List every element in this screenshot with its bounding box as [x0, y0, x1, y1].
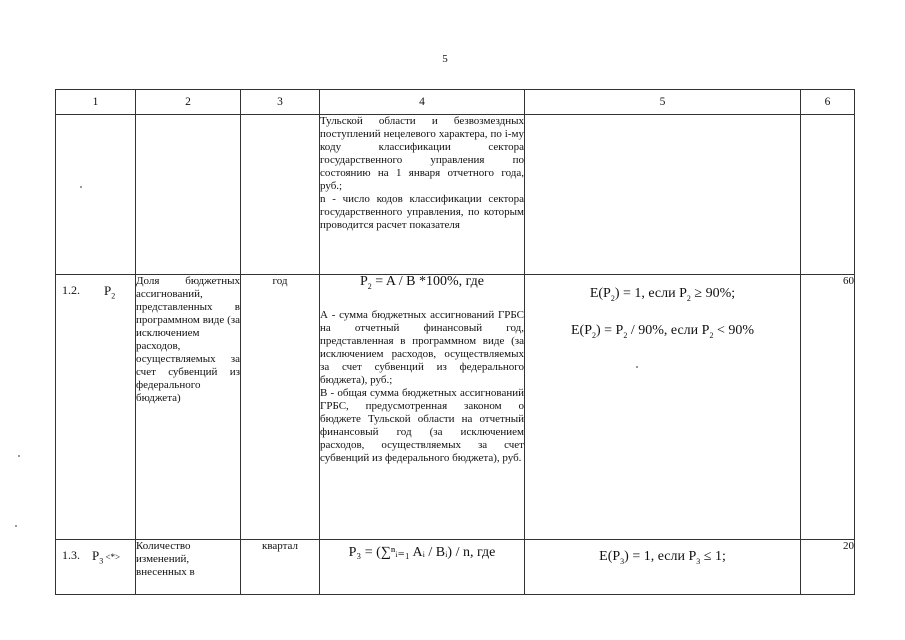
row-1-3-period: квартал	[241, 540, 320, 595]
page-number: 5	[442, 53, 448, 65]
header-col-6: 6	[801, 90, 855, 115]
table-row-continuation	[56, 115, 855, 275]
row-1-2-num-cell	[56, 275, 136, 540]
cont-desc-para-1: Тульской области и безвозмездных поступлений нецелевого характера, по i-му коду классификации сектора государственного управления по состоянию на 1 января отчетного года, руб.;	[320, 115, 524, 192]
cont-description-cell	[320, 115, 525, 275]
row-1-3-description-cell	[320, 540, 525, 595]
row-1-2-weight: 60	[801, 275, 855, 540]
cont-period-cell	[241, 115, 320, 275]
row-1-2-symbol: $P_2$	[104, 283, 116, 301]
header-col-4: 4	[320, 90, 525, 115]
row-1-2-name: Доля бюджетных ассигнований, представленных в программном виде (за исключением расходов, осуществляемых за счет субвенций из федерального бюджета)	[136, 275, 241, 540]
header-row	[56, 90, 855, 115]
row-1-2-description-cell	[320, 275, 525, 540]
row-1-2-number: 1.2.	[62, 283, 80, 297]
header-col-3: 3	[241, 90, 320, 115]
row-1-2-criterion-1: $E(P_2) = 1$, если $P_2 \ge 90\%$;	[589, 286, 736, 303]
row-1-3-criterion-1: $E(P_3) = 1$, если $P_3 \le 1$;	[599, 549, 726, 566]
scan-speck	[18, 455, 20, 457]
header-col-1: 1	[56, 90, 136, 115]
row-1-3-number: 1.3.	[62, 548, 80, 562]
cont-weight-cell	[801, 115, 855, 275]
indicator-table	[55, 89, 855, 595]
row-1-3-weight: 20	[801, 540, 855, 595]
row-1-2-formula: $P_2 = A / B$ *100%, где	[359, 274, 485, 291]
header-col-5: 5	[525, 90, 801, 115]
scan-speck	[636, 366, 638, 368]
cont-num-cell	[56, 115, 136, 275]
scan-speck	[15, 525, 17, 527]
row-1-3-symbol: $P_3$ <*>	[92, 548, 121, 566]
scan-speck	[80, 186, 82, 188]
table-row-1-3	[56, 540, 855, 595]
row-1-2-criterion-2: $E(P_2) = P_2 / 90\%$, если $P_2 < 90\%$	[571, 322, 754, 340]
cont-name-cell	[136, 115, 241, 275]
row-1-3-formula: P₃ = (∑ⁿᵢ₌₁ Aᵢ / Bᵢ) / n, где	[348, 545, 496, 560]
row-1-3-name: Количество изменений, внесенных в	[136, 540, 241, 595]
table-row-1-2	[56, 275, 855, 540]
header-col-2: 2	[136, 90, 241, 115]
cont-desc-para-2: n - число кодов классификации сектора государственного управления, по которым проводится расчет показателя	[320, 193, 524, 231]
row-1-3-criteria-cell	[525, 540, 801, 595]
row-1-3-num-cell	[56, 540, 136, 595]
row-1-2-period: год	[241, 275, 320, 540]
row-1-2-desc-para-1: А - сумма бюджетных ассигнований ГРБС на отчетный финансовый год, представленная в программном виде (за исключением расходов, осуществляемых за счет субвенций из федерального бюджета), руб.;	[320, 308, 524, 386]
row-1-2-desc-para-2: В - общая сумма бюджетных ассигнований ГРБС, предусмотренная законом о бюджете Тульской области на отчетный финансовый год (за исключением расходов, осуществляемых за счет субвенций из федерального бюджета), руб.	[320, 386, 524, 464]
cont-criteria-cell	[525, 115, 801, 275]
row-1-2-criteria-cell	[525, 275, 801, 540]
